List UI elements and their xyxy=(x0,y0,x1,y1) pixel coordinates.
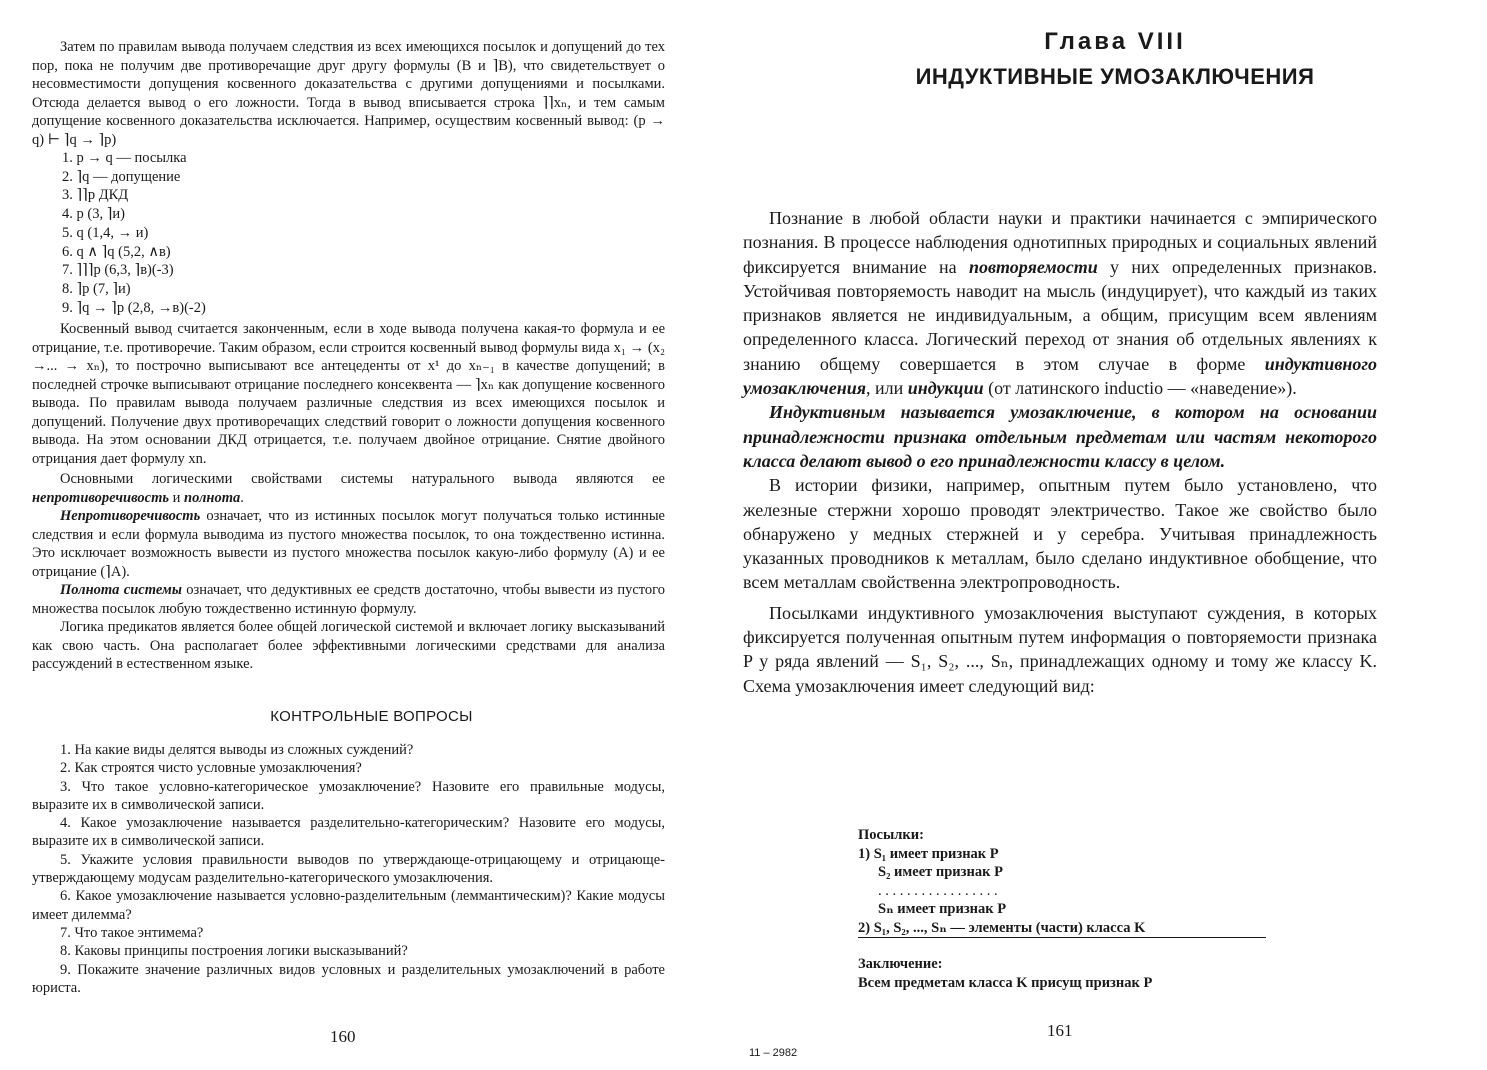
body-block xyxy=(32,320,665,674)
text-run: у них определенных признаков. Устойчивая повторяемость наводит на мысль (индуцирует), что каждый из таких признаков является не индивидуальным, а общим, присущим всем явлениям определенного класса. Логический переход от знания об отдельных явлениях к знанию общему совершается в этом случае в форме xyxy=(743,256,1377,374)
text-run: означает, что дедуктивных ее средств достаточно, чтобы вывести из пустого множества посылок любую тождественно истинную формулу. xyxy=(32,582,665,617)
term-consistency: непротиворечивость xyxy=(32,489,169,506)
intro-paragraph: Затем по правилам вывода получаем следствия из всех имеющихся посылок и допущений до тех пор, пока не получим две противоречащие друг другу формулы (B и ⌉B), что свидетельствует о несовместимости допущения косвенного доказательства с другими допущениями и посылками. Отсюда делается вывод о его ложности. Тогда в вывод вписывается строка ⌉⌉xₙ, и тем самым допущение косвенного доказательства исключается. Например, осуществим косвенный вывод: (p → q) ⊢ ⌉q → ⌉p) xyxy=(32,39,665,148)
question-item: 6. Какое умозаключение называется условно-разделительным (леммантическим)? Какие модусы имеет дилемма? xyxy=(32,888,665,923)
chapter-label: Глава VIII xyxy=(1044,28,1186,55)
derivation-line: 7. ⌉⌉⌉p (6,3, ⌉в)(-3) xyxy=(62,262,174,279)
paragraph-completeness xyxy=(32,581,665,618)
left-page xyxy=(0,0,743,1070)
text-run: Основными логическими свойствами системы натурального вывода являются ее xyxy=(60,471,665,487)
term-completeness-def: Полнота системы xyxy=(60,582,182,598)
text-run: Познание в любой области науки и практики начинается с эмпирического познания. В процессе наблюдения однотипных природных и социальных явлений фиксируется внимание на xyxy=(743,208,1377,277)
questions-list xyxy=(32,741,665,997)
print-code: 11 – 2982 xyxy=(749,1047,798,1059)
scheme-dots: . . . . . . . . . . . . . . . . . xyxy=(878,882,998,899)
scheme-line: Sₙ имеет признак P xyxy=(878,901,1007,917)
term-induction: индукции xyxy=(907,378,984,399)
paragraph-physics-example: В истории физики, например, опытным путем было установлено, что железные стержни хорошо проводят электричество. Такое же свойство было обнаружено у медных стержней и у серебра. Учитывая принадлежность указанных проводников к металлам, было сделано индуктивное обобщение, что всем металлам свойственна электропроводность. xyxy=(743,475,1377,593)
question-item: 3. Что такое условно-категорическое умозаключение? Назовите его правильные модусы, выразите их в символической записи. xyxy=(32,778,665,813)
definition-paragraph: Индуктивным называется умозаключение, в котором на основании принадлежности признака отдельным предметам или частям некоторого класса делают вывод о его принадлежности классу в целом. xyxy=(743,402,1377,471)
derivation-line: 1. p → q — посылка xyxy=(62,150,187,166)
page-number-right: 161 xyxy=(1047,1021,1073,1040)
section-heading: КОНТРОЛЬНЫЕ ВОПРОСЫ xyxy=(270,708,473,725)
derivation-line: 9. ⌉q → ⌉p (2,8, →в)(-2) xyxy=(62,299,206,316)
paragraph-predicate-logic: Логика предикатов является более общей логической системой и включает логику высказываний как свою часть. Она располагает более эффективными логическими средствами для анализа рассуждений в естественном языке. xyxy=(32,619,665,672)
derivation-line: 3. ⌉⌉p ДКД xyxy=(62,187,129,204)
page-number-left: 160 xyxy=(330,1027,356,1046)
question-item: 7. Что такое энтимема? xyxy=(60,924,204,941)
derivation-line: 4. p (3, ⌉и) xyxy=(62,206,125,223)
text-run: . xyxy=(240,489,244,506)
text-run: означает, что из истинных посылок могут получаться только истинные следствия и если формула выводима из пустого множества посылок, то она тождественно истинна. Это исключает возможность вывести из пустого множества посылок какую-либо формулу (A) и ее отрицание (⌉A). xyxy=(32,508,665,580)
derivation-line: 5. q (1,4, → и) xyxy=(62,224,149,241)
scheme-line: 1) S₁ имеет признак P xyxy=(858,845,999,862)
paragraph-indirect-proof: Косвенный вывод считается законченным, если в ходе вывода получена какая-то формула и ее отрицание, т.е. противоречие. Таким образом, если строится косвенный вывод формулы вида x₁ → (x₂ →... → xₙ), то построчно выписывают все антецеденты от x¹ до xₙ₋₁ в качестве допущений; в последней строчке выписывают отрицание последнего консеквента — ⌉xₙ как допущение косвенного вывода. По правилам вывода получаем различные следствия из всех имеющихся посылок и допущений. Получение двух противоречащих следствий говорит о ложности допущения косвенного вывода. На этом основании ДКД отрицается, т.е. получаем двойное отрицание. Снятие двойного отрицания дает формулу xn. xyxy=(32,321,665,467)
derivation-line: 6. q ∧ ⌉q (5,2, ∧в) xyxy=(62,243,171,260)
scheme-line-class: 2) S₁, S₂, ..., Sₙ — элементы (части) класса K xyxy=(858,919,1266,939)
question-item: 1. На какие виды делятся выводы из сложных суждений? xyxy=(60,742,414,758)
scheme-gap xyxy=(858,938,1266,955)
derivation-list xyxy=(62,149,206,317)
paragraph-empirical xyxy=(743,206,1377,400)
text-run: и xyxy=(168,489,184,506)
question-item: 8. Каковы принципы построения логики высказываний? xyxy=(60,943,408,960)
premises-label: Посылки: xyxy=(858,827,924,843)
term-consistency-def: Непротиворечивость xyxy=(60,508,201,524)
inference-scheme xyxy=(858,826,1266,992)
term-inductive-inference: индуктивного умозаключения xyxy=(743,353,1377,399)
conclusion-text: Всем предметам класса K присущ признак P xyxy=(858,974,1153,991)
question-item: 4. Какое умозаключение называется разделительно-категорическим? Назовите его модусы, выразите их в символической записи. xyxy=(32,815,665,850)
intro-block xyxy=(32,38,665,149)
paragraph-properties xyxy=(32,470,665,507)
derivation-line: 8. ⌉p (7, ⌉и) xyxy=(62,280,131,297)
question-item: 5. Укажите условия правильности выводов по утверждающе-отрицающему и отрицающе-утверждающему модусам разделительно-категорического умозаключения. xyxy=(32,851,665,887)
text-run: (от латинского inductio — «наведение»). xyxy=(983,378,1297,399)
derivation-line: 2. ⌉q — допущение xyxy=(62,168,181,185)
paragraph-consistency xyxy=(32,507,665,581)
term-completeness: полнота xyxy=(184,489,241,506)
right-page xyxy=(743,0,1487,1070)
chapter-title: ИНДУКТИВНЫЕ УМОЗАКЛЮЧЕНИЯ xyxy=(915,64,1315,89)
conclusion-label: Заключение: xyxy=(858,956,943,972)
scheme-line: S₂ имеет признак P xyxy=(878,864,1003,880)
paragraph-premises: Посылками индуктивного умозаключения выступают суждения, в которых фиксируется полученная опытным путем информация о повторяемости признака P у ряда явлений — S₁, S₂, ..., Sₙ, принадлежащих одному и тому же классу K. Схема умозаключения имеет следующий вид: xyxy=(743,602,1377,696)
term-repeatability: повторяемости xyxy=(968,256,1098,277)
text-run: , или xyxy=(866,378,908,399)
question-item: 2. Как строятся чисто условные умозаключения? xyxy=(60,760,362,777)
question-item: 9. Покажите значение различных видов условных и разделительных умозаключений в работе юриста. xyxy=(32,961,665,996)
chapter-body xyxy=(743,206,1377,698)
